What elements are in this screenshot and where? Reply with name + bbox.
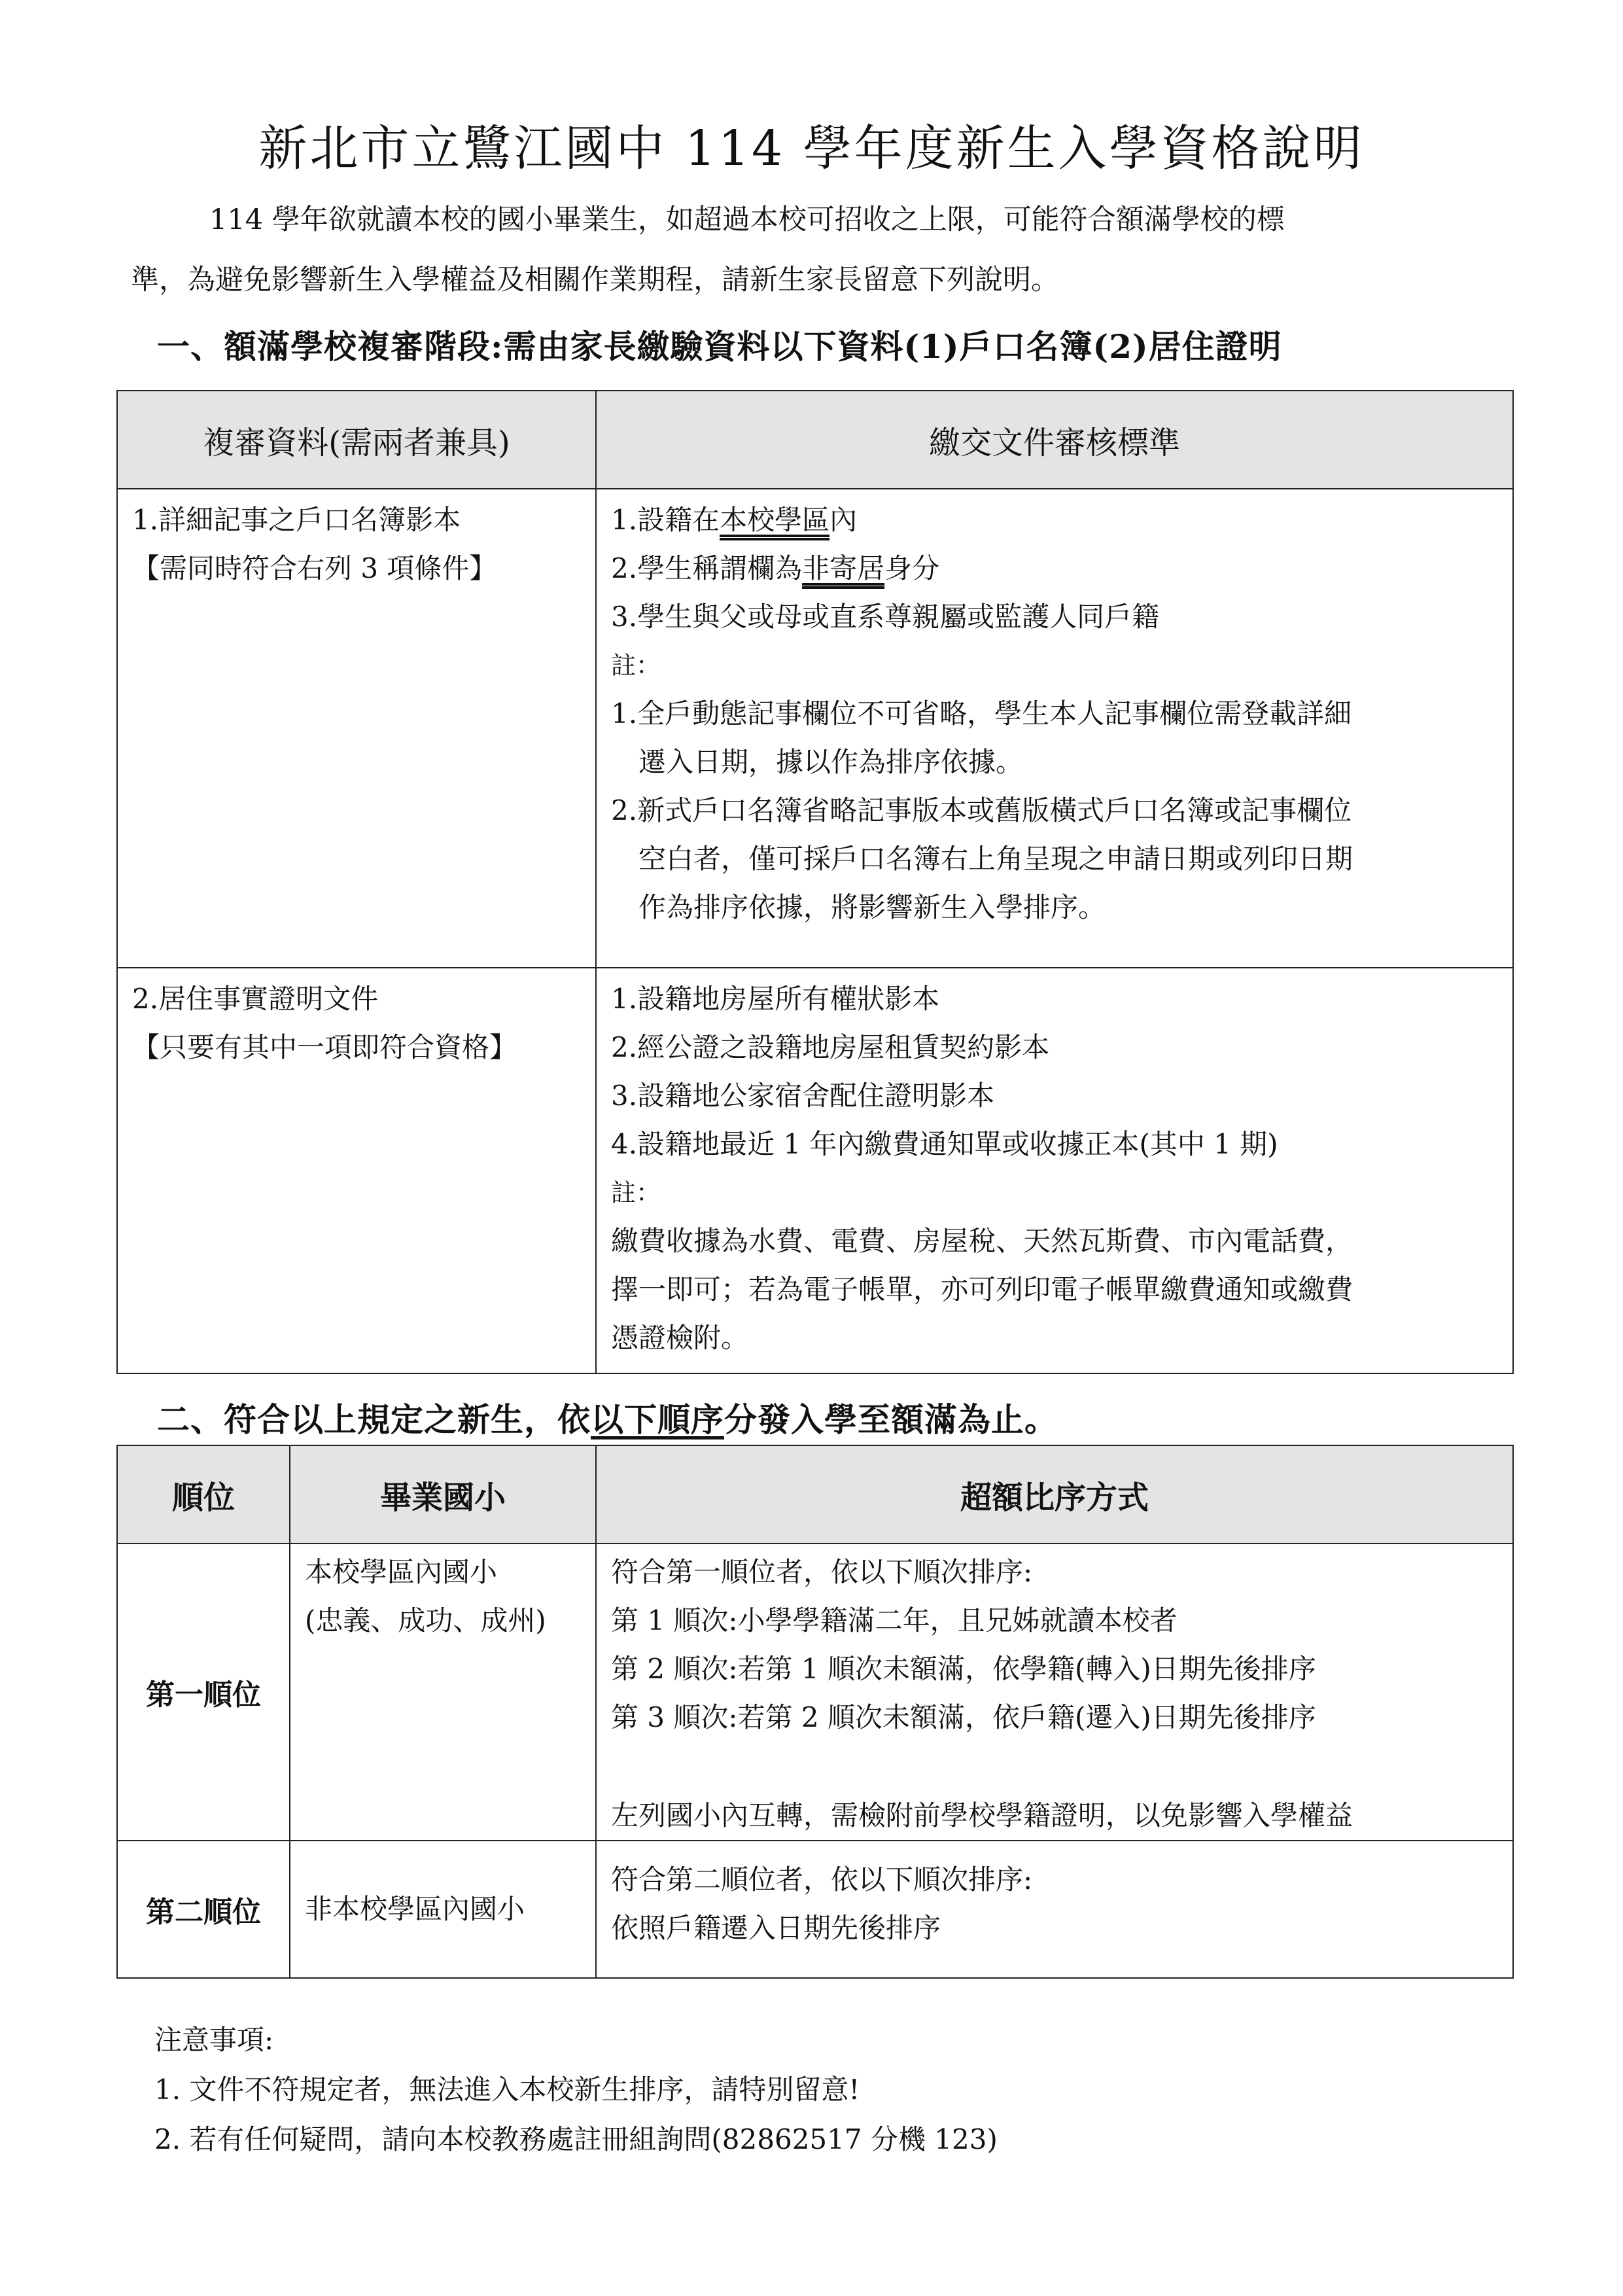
first-method-transfer-note: 左列國小內互轉，需檢附前學校學籍證明，以免影響入學權益	[611, 1799, 1353, 1831]
first-method-intro: 符合第一順位者，依以下順次排序:	[611, 1556, 1033, 1588]
header-rank: 順位	[117, 1445, 290, 1544]
first-priority-school: 本校學區內國小	[305, 1556, 498, 1588]
notes-section	[154, 2015, 998, 2164]
order-underlined: 以下順序	[591, 1400, 724, 1439]
first-method-order-1: 第 1 順次:小學學籍滿二年，且兄姊就讀本校者	[611, 1604, 1178, 1636]
section1-heading: 一、額滿學校複審階段:需由家長繳驗資料以下資料(1)戶口名簿(2)居住證明	[157, 327, 1282, 366]
criterion-3: 3.學生與父或母或直系尊親屬或監護人同戶籍	[611, 601, 1160, 633]
household-register-condition: 【需同時符合右列 3 項條件】	[132, 552, 497, 584]
header-review-criteria: 繳交文件審核標準	[596, 391, 1513, 489]
first-method-order-3: 第 3 順次:若第 2 順次未額滿，依戶籍(遷入)日期先後排序	[611, 1701, 1316, 1733]
residence-proof-cell	[117, 968, 596, 1373]
second-priority-label: 第二順位	[117, 1841, 290, 1978]
residence-criterion-4: 4.設籍地最近 1 年內繳費通知單或收據正本(其中 1 期)	[611, 1128, 1278, 1160]
criterion-2: 2.學生稱謂欄為非寄居身分	[611, 552, 940, 584]
first-priority-school-list: (忠義、成功、成州)	[305, 1604, 546, 1636]
household-register-cell	[117, 489, 596, 968]
residence-criterion-3: 3.設籍地公家宿舍配住證明影本	[611, 1080, 995, 1112]
household-register-title: 1.詳細記事之戶口名簿影本	[132, 504, 461, 536]
first-priority-school-cell	[290, 1544, 596, 1841]
intro-paragraph	[131, 190, 1498, 310]
first-priority-label: 第一順位	[117, 1544, 290, 1841]
note-2-line-1: 2.新式戶口名簿省略記事版本或舊版橫式戶口名簿或記事欄位	[611, 794, 1352, 826]
note-label: 註：	[611, 651, 661, 680]
priority-table	[116, 1445, 1514, 1979]
second-priority-school: 非本校學區內國小	[305, 1893, 525, 1925]
residence-proof-criteria-cell	[596, 968, 1513, 1373]
notes-label: 注意事項:	[154, 2024, 274, 2056]
residence-note-line-3: 憑證檢附。	[611, 1322, 749, 1354]
residence-proof-condition: 【只要有其中一項即符合資格】	[132, 1031, 517, 1063]
note-1-line-1: 1.全戶動態記事欄位不可省略，學生本人記事欄位需登載詳細	[611, 698, 1352, 730]
non-lodger-underlined: 非寄居	[802, 552, 885, 584]
residence-note-line-1: 繳費收據為水費、電費、房屋稅、天然瓦斯費、市內電話費，	[611, 1225, 1353, 1257]
header-elementary-school: 畢業國小	[290, 1445, 596, 1544]
residence-note-line-2: 擇一即可；若為電子帳單，亦可列印電子帳單繳費通知或繳費	[611, 1273, 1353, 1305]
note-2-line-3: 作為排序依據，將影響新生入學排序。	[638, 891, 1106, 923]
second-priority-method-cell	[596, 1841, 1513, 1978]
school-district-underlined: 本校學區	[720, 504, 830, 536]
note-item-1: 1. 文件不符規定者，無法進入本校新生排序，請特別留意!	[154, 2074, 860, 2106]
intro-line-1: 114 學年欲就讀本校的國小畢業生，如超過本校可招收之上限，可能符合額滿學校的標	[209, 203, 1285, 236]
second-priority-school-cell	[290, 1841, 596, 1978]
household-register-criteria-cell	[596, 489, 1513, 968]
note-2-line-2: 空白者，僅可採戶口名簿右上角呈現之申請日期或列印日期	[638, 843, 1353, 875]
residence-criterion-2: 2.經公證之設籍地房屋租賃契約影本	[611, 1031, 1050, 1063]
page-title: 新北市立鷺江國中 114 學年度新生入學資格說明	[258, 120, 1365, 177]
review-documents-table	[116, 390, 1514, 1374]
first-method-order-2: 第 2 順次:若第 1 順次未額滿，依學籍(轉入)日期先後排序	[611, 1653, 1316, 1685]
section2-heading: 二、符合以上規定之新生，依以下順序分發入學至額滿為止。	[157, 1400, 1058, 1439]
residence-criterion-1: 1.設籍地房屋所有權狀影本	[611, 983, 940, 1015]
residence-note-label: 註：	[611, 1178, 661, 1207]
residence-proof-title: 2.居住事實證明文件	[132, 983, 379, 1015]
criterion-1: 1.設籍在本校學區內	[611, 504, 858, 536]
intro-line-2: 準，為避免影響新生入學權益及相關作業期程，請新生家長留意下列說明。	[131, 264, 1059, 296]
second-method-order: 依照戶籍遷入日期先後排序	[611, 1912, 941, 1944]
note-1-line-2: 遷入日期，據以作為排序依據。	[638, 746, 1024, 778]
header-review-documents: 複審資料(需兩者兼具)	[117, 391, 596, 489]
header-ranking-method: 超額比序方式	[596, 1445, 1513, 1544]
first-priority-method-cell	[596, 1544, 1513, 1841]
note-item-2: 2. 若有任何疑問，請向本校教務處註冊組詢問(82862517 分機 123)	[154, 2123, 998, 2155]
second-method-intro: 符合第二順位者，依以下順次排序:	[611, 1863, 1033, 1896]
